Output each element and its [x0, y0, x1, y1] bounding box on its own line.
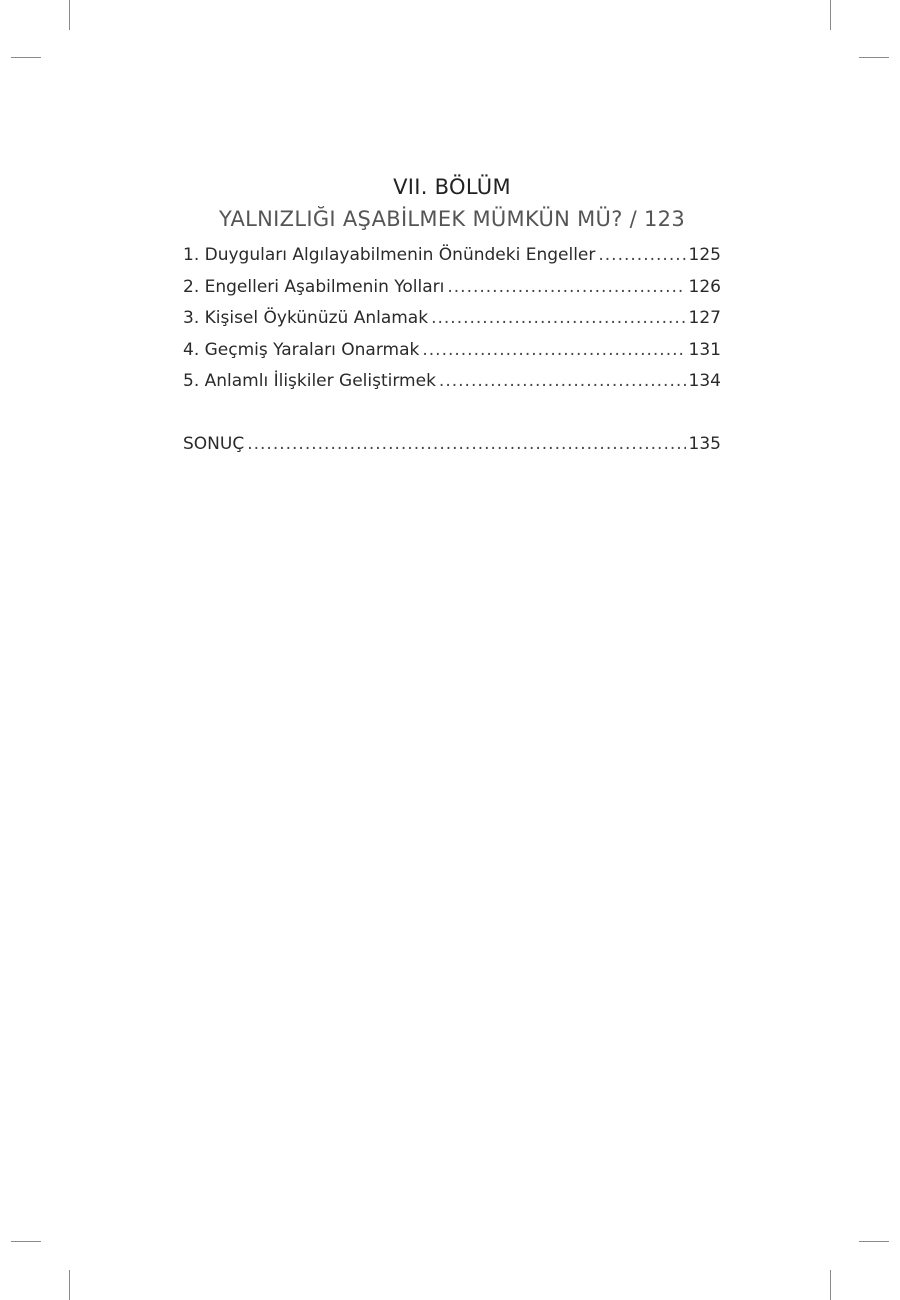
toc-entry-page: 135 — [688, 433, 721, 454]
toc-entry — [183, 272, 721, 304]
dot-leader — [439, 366, 686, 398]
dot-leader — [447, 272, 685, 304]
dot-leader — [247, 429, 685, 461]
toc-entry — [183, 335, 721, 367]
toc-entry-page: 125 — [688, 245, 721, 265]
toc-entry-page: 131 — [688, 339, 721, 360]
toc-entry-text: 4. Geçmiş Yaraları Onarmak — [183, 339, 420, 360]
table-of-contents — [183, 172, 721, 460]
crop-mark-bottom-right — [830, 1270, 831, 1300]
toc-entry — [183, 240, 721, 272]
toc-entry-text: 2. Engelleri Aşabilmenin Yolları — [183, 276, 445, 297]
toc-entry-conclusion — [183, 429, 721, 461]
toc-entry-page: 127 — [688, 308, 721, 328]
crop-mark-top-right — [830, 0, 831, 30]
chapter-title: YALNIZLIĞI AŞABİLMEK MÜMKÜN MÜ? / 123 — [219, 207, 685, 231]
toc-entry — [183, 303, 721, 335]
chapter-label: VII. BÖLÜM — [393, 175, 511, 199]
crop-mark-top-left-h — [11, 57, 41, 58]
dot-leader — [598, 240, 685, 272]
dot-leader — [422, 335, 685, 367]
toc-entry-text: 1. Duyguları Algılayabilmenin Önündeki Engeller — [183, 245, 596, 265]
crop-mark-bottom-right-h — [859, 1241, 889, 1242]
toc-entry-text: SONUÇ — [183, 433, 245, 454]
toc-entry-page: 134 — [688, 371, 721, 391]
crop-mark-top-left — [69, 0, 70, 30]
toc-entry — [183, 366, 721, 398]
crop-mark-bottom-left — [69, 1270, 70, 1300]
dot-leader — [431, 303, 685, 335]
crop-mark-top-right-h — [859, 57, 889, 58]
toc-entry-text: 3. Kişisel Öykünüzü Anlamak — [183, 308, 429, 328]
crop-mark-bottom-left-h — [11, 1241, 41, 1242]
toc-entry-text: 5. Anlamlı İlişkiler Geliştirmek — [183, 371, 436, 391]
spacer — [183, 398, 721, 429]
toc-entry-page: 126 — [688, 276, 721, 297]
